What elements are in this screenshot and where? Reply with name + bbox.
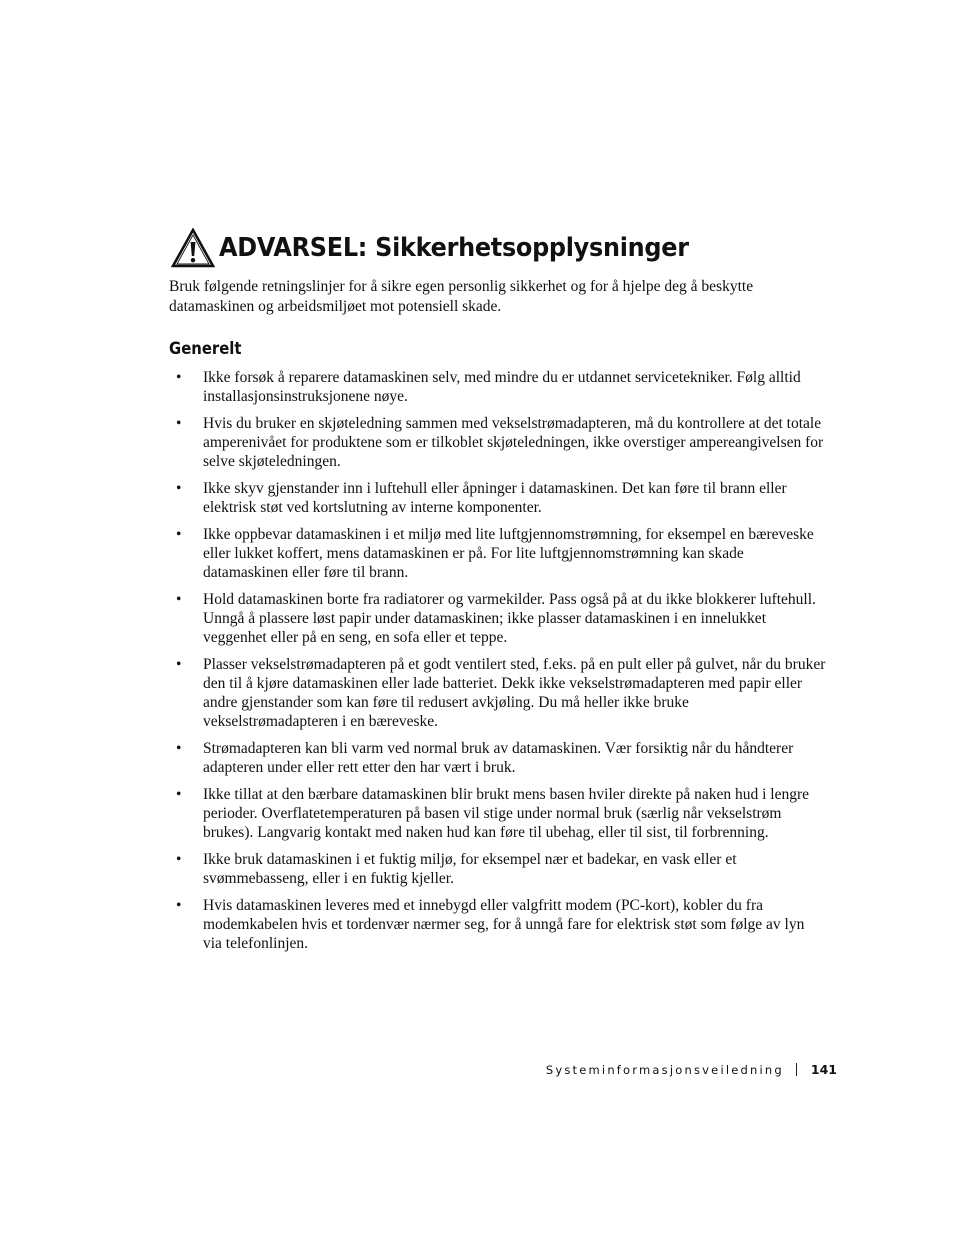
page-number: 141 xyxy=(810,1062,837,1077)
list-item-text: Ikke skyv gjenstander inn i luftehull eller åpninger i datamaskinen. Det kan føre til brann eller elektrisk støt ved kortslutning av interne komponenter. xyxy=(203,480,787,516)
section-title: Generelt xyxy=(169,339,242,358)
intro-paragraph: Bruk følgende retningslinjer for å sikre egen personlig sikkerhet og for å hjelpe deg å beskytte datamaskinen og arbeidsmiljøet mot potensiell skade. xyxy=(169,278,754,315)
list-item xyxy=(174,526,826,582)
footer-title: Systeminformasjonsveiledning xyxy=(545,1062,784,1077)
bullet-icon: • xyxy=(176,591,182,609)
bullet-icon: • xyxy=(176,369,182,386)
list-item-text: Hvis datamaskinen leveres med et innebygd eller valgfritt modem (PC-kort), kobler du fra modemkabelen hvis et tordenvær nærmer seg, for å unngå fare for elektrisk støt som følge av lyn via telefonlinjen. xyxy=(203,897,805,953)
bullet-icon: • xyxy=(176,897,182,915)
list-item-text: Ikke bruk datamaskinen i et fuktig miljø, for eksempel nær et badekar, en vask eller et svømmebasseng, eller i en fuktig kjeller. xyxy=(203,851,737,888)
footer-divider xyxy=(796,1063,797,1076)
bullet-icon: • xyxy=(176,786,182,804)
list-item xyxy=(174,851,826,889)
list-item-text: Hold datamaskinen borte fra radiatorer og varmekilder. Pass også på at du ikke blokkerer luftehull. Unngå å plassere løst papir under datamaskinen; ikke plasser datamaskinen i en innelukket veggenhet eller på en seng, en sofa eller et teppe. xyxy=(203,591,816,646)
list-item xyxy=(174,591,826,647)
page-title: ADVARSEL: Sikkerhetsopplysninger xyxy=(219,233,689,263)
list-item-text: Strømadapteren kan bli varm ved normal bruk av datamaskinen. Vær forsiktig når du håndterer adapteren under eller rett etter den har vært i bruk. xyxy=(203,740,794,776)
bullet-icon: • xyxy=(176,480,182,498)
list-item xyxy=(174,480,826,518)
list-item-text: Plasser vekselstrømadapteren på et godt ventilert sted, f.eks. på en pult eller på gulvet, når du bruker den til å kjøre datamaskinen eller lade batteriet. Dekk ikke vekselstrømadapteren med papir eller andre gjenstander som kan føre til redusert avkjøling. Du må heller ikke bruke vekselstrømadapteren i en bæreveske. xyxy=(203,656,826,730)
page-footer xyxy=(546,1062,837,1077)
list-item xyxy=(174,656,826,731)
list-item-text: Ikke oppbevar datamaskinen i et miljø med lite luftgjennomstrømning, for eksempel en bæreveske eller lukket koffert, mens datamaskinen er på. For lite luftgjennomstrømning kan skade datamaskinen eller føre til brann. xyxy=(203,526,814,581)
list-item xyxy=(174,415,826,471)
list-item-text: Ikke forsøk å reparere datamaskinen selv, med mindre du er utdannet servicetekniker. Følg alltid installasjonsinstruksjonene nøye. xyxy=(203,369,801,405)
bullet-icon: • xyxy=(176,740,182,758)
bullet-icon: • xyxy=(176,851,182,869)
page-heading xyxy=(171,228,730,268)
bullet-icon: • xyxy=(176,526,182,544)
bullet-list xyxy=(174,369,826,962)
list-item-text: Hvis du bruker en skjøteledning sammen med vekselstrømadapteren, må du kontrollere at det totale amperenivået for produktene som er tilkoblet skjøteledningen, ikke overstiger ampereangivelsen for selve skjøteledningen. xyxy=(203,415,824,470)
warning-triangle-icon xyxy=(171,228,215,268)
list-item xyxy=(174,786,826,842)
list-item xyxy=(174,897,826,953)
bullet-icon: • xyxy=(176,415,182,433)
list-item xyxy=(174,740,826,778)
list-item-text: Ikke tillat at den bærbare datamaskinen blir brukt mens basen hviler direkte på naken hud i lengre perioder. Overflatetemperaturen på basen vil stige under normal bruk (særlig når vekselstrøm brukes). Langvarig kontakt med naken hud kan føre til ubehag, eller til sist, til forbrenning. xyxy=(203,786,810,841)
list-item xyxy=(174,369,826,407)
bullet-icon: • xyxy=(176,656,182,674)
